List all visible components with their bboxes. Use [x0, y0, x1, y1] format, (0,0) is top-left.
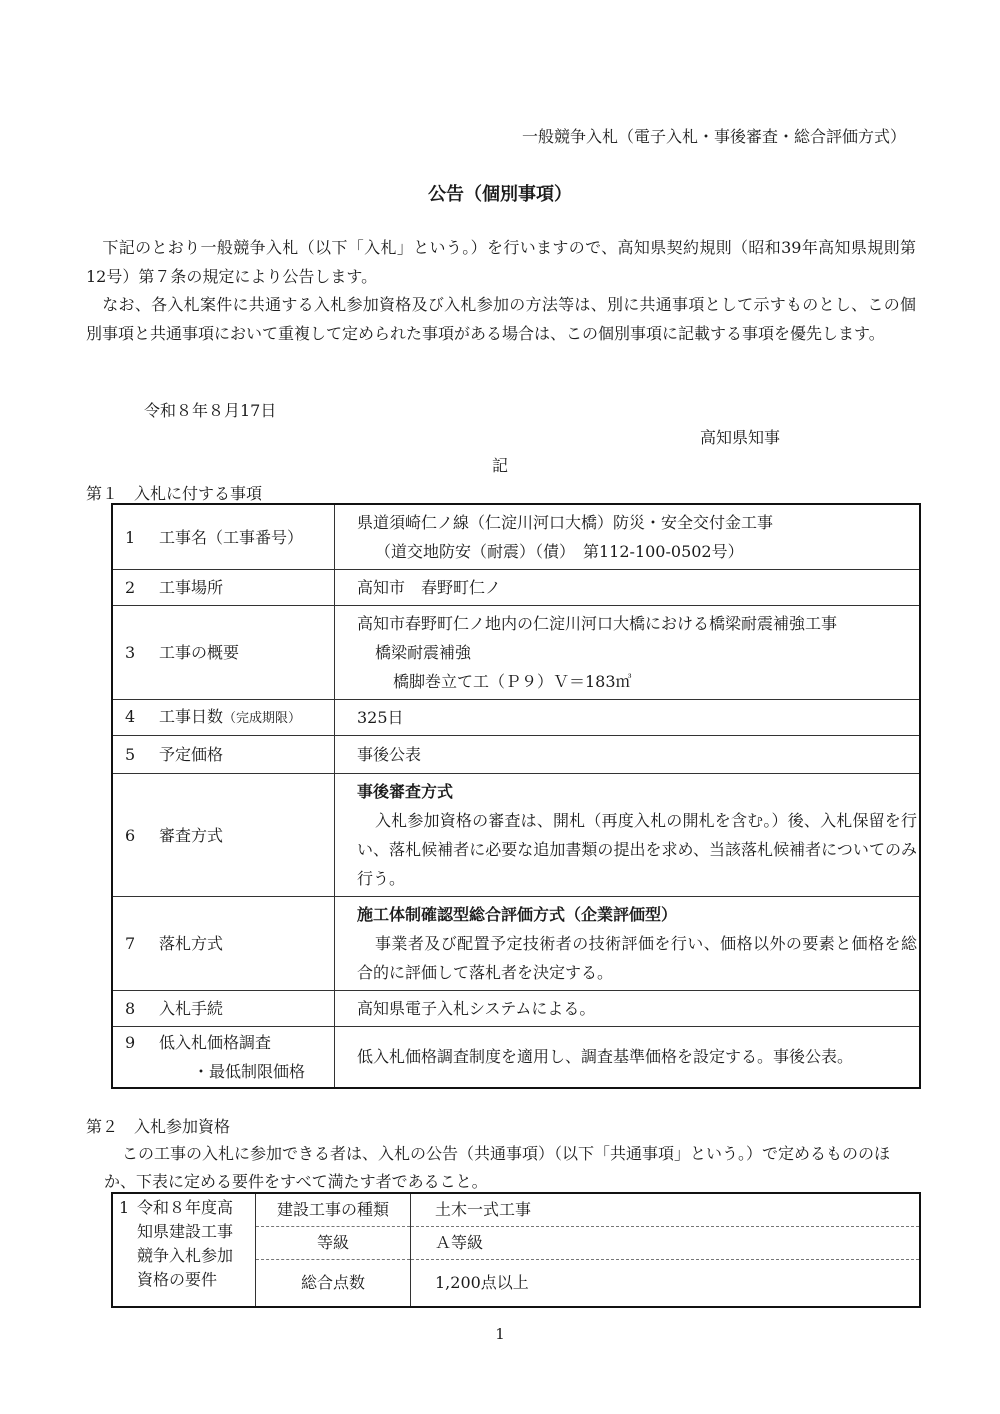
section-2-heading: 第２ 入札参加資格 — [86, 1117, 231, 1136]
table-row — [112, 1193, 920, 1226]
table-row — [112, 897, 920, 991]
row-label: 9 低入札価格調査 ・最低制限価格 — [112, 1027, 335, 1088]
row-value: 高知市 春野町仁ノ — [335, 570, 921, 606]
row-value: 325日 — [335, 700, 921, 736]
row-label: 2 工事場所 — [112, 570, 335, 606]
row-value: 事後審査方式 入札参加資格の審査は、開札（再度入札の開札を含む。）後、入札保留を行い、落札候補者に必要な追加書類の提出を求め、当該落札候補者についてのみ行う。 — [335, 774, 921, 897]
table-row — [112, 736, 920, 774]
table-row — [112, 991, 920, 1027]
bid-items-table — [111, 503, 921, 1089]
row-value: 低入札価格調査制度を適用し、調査基準価格を設定する。事後公表。 — [335, 1027, 921, 1088]
requirement-value: 土木一式工事 — [411, 1193, 921, 1226]
table-row — [112, 1027, 920, 1088]
requirement-value: 1,200点以上 — [435, 1272, 529, 1292]
table-row — [112, 606, 920, 700]
issuer: 高知県知事 — [700, 428, 781, 447]
row-label: 3 工事の概要 — [112, 606, 335, 700]
intro-paragraph-1: 下記のとおり一般競争入札（以下「入札」という。）を行いますので、高知県契約規則（昭和39年高知県規則第12号）第７条の規定により公告します。 — [86, 238, 916, 286]
intro-paragraph-2: なお、各入札案件に共通する入札参加資格及び入札参加の方法等は、別に共通事項として示すものとし、この個別事項と共通事項において重複して定められた事項がある場合は、この個別事項に記載する事項を優先します。 — [86, 295, 916, 343]
row-label: 4 工事日数（完成期限） — [112, 700, 335, 736]
table-row — [112, 774, 920, 897]
requirement-key: 建設工事の種類 — [256, 1193, 411, 1226]
row-label: 7 落札方式 — [112, 897, 335, 991]
document-type: 一般競争入札（電子入札・事後審査・総合評価方式） — [521, 127, 906, 146]
requirement-key: 総合点数 — [256, 1259, 411, 1307]
notice-date: 令和８年８月17日 — [144, 401, 277, 420]
row-value: 事後公表 — [335, 736, 921, 774]
row-value: 高知県電子入札システムによる。 — [335, 991, 921, 1027]
section-1-heading: 第１ 入札に付する事項 — [86, 484, 263, 503]
eligibility-table — [111, 1192, 921, 1308]
table-row — [112, 700, 920, 736]
requirement-key: 等級 — [256, 1226, 411, 1259]
section-2-intro: この工事の入札に参加できる者は、入札の公告（共通事項）（以下「共通事項」という。）で定めるもののほか、下表に定める要件をすべて満たす者であること。 — [104, 1144, 891, 1191]
row-label: 5 予定価格 — [112, 736, 335, 774]
ki-mark: 記 — [492, 456, 509, 475]
requirement-label: 1 令和８年度高 知県建設工事 競争入札参加 資格の要件 — [112, 1193, 256, 1307]
page-title: 公告（個別事項） — [428, 184, 572, 205]
table-row — [112, 504, 920, 570]
row-label: 1 工事名（工事番号） — [112, 504, 335, 570]
row-value: 施工体制確認型総合評価方式（企業評価型） 事業者及び配置予定技術者の技術評価を行い、価格以外の要素と価格を総合的に評価して落札者を決定する。 — [335, 897, 921, 991]
row-label: 8 入札手続 — [112, 991, 335, 1027]
requirement-value: Ａ等級 — [411, 1226, 921, 1259]
row-value: 県道須崎仁ノ線（仁淀川河口大橋）防災・安全交付金工事 （道交地防安（耐震）（債） 第112-100-0502号） — [335, 504, 921, 570]
table-row — [112, 570, 920, 606]
row-value: 高知市春野町仁ノ地内の仁淀川河口大橋における橋梁耐震補強工事 橋梁耐震補強 橋脚巻立て工（Ｐ９）Ｖ＝183㎥ — [335, 606, 921, 700]
row-label: 6 審査方式 — [112, 774, 335, 897]
page-number: 1 — [495, 1325, 505, 1343]
